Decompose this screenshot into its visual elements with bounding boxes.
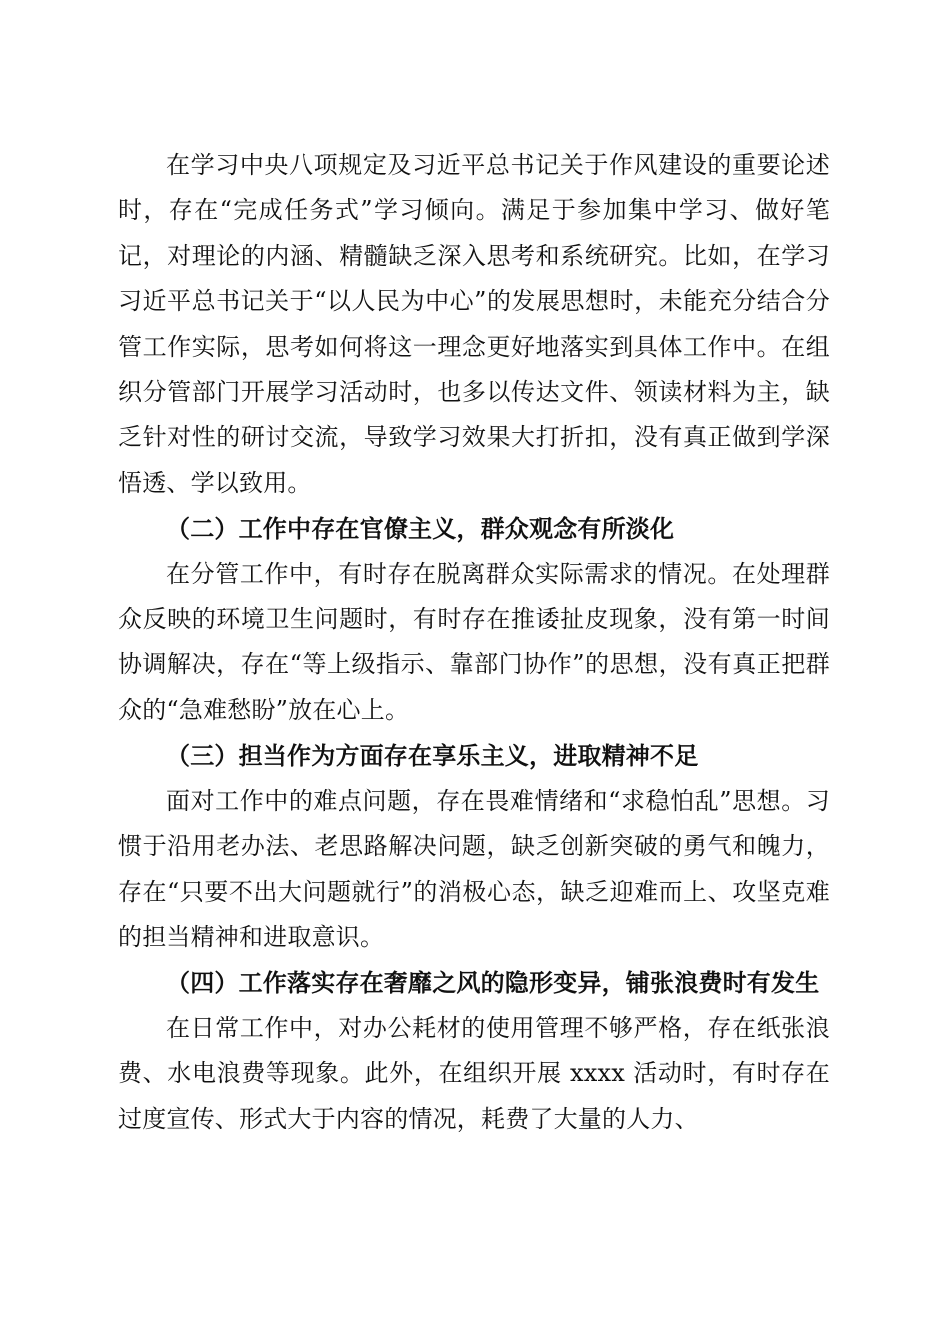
document-body — [118, 143, 830, 1142]
section-heading-extravagance: （四）工作落实存在奢靡之风的隐形变异，铺张浪费时有发生 — [166, 968, 820, 998]
section-heading-hedonism: （三）担当作为方面存在享乐主义，进取精神不足 — [166, 741, 699, 771]
paragraph-study-attitude: 在学习中央八项规定及习近平总书记关于作风建设的重要论述时，存在“完成任务式”学习倾向。满足于参加集中学习、做好笔记，对理论的内涵、精髓缺乏深入思考和系统研究。比如，在学习习近平总书记关于“以人民为中心”的发展思想时，未能充分结合分管工作实际，思考如何将这一理念更好地落实到具体工作中。在组织分管部门开展学习活动时，也多以传达文件、领读材料为主，缺乏针对性的研讨交流，导致学习效果大打折扣，没有真正做到学深悟透、学以致用。 — [118, 151, 830, 497]
paragraph-extravagance: 在日常工作中，对办公耗材的使用管理不够严格，存在纸张浪费、水电浪费等现象。此外，在组织开展 xxxx 活动时，有时存在过度宣传、形式大于内容的情况，耗费了大量的人力、 — [118, 1013, 830, 1133]
paragraph-bureaucratism: 在分管工作中，有时存在脱离群众实际需求的情况。在处理群众反映的环境卫生问题时，有时存在推诿扯皮现象，没有第一时间协调解决，存在“等上级指示、靠部门协作”的思想，没有真正把群众的“急难愁盼”放在心上。 — [118, 559, 830, 724]
section-heading-bureaucratism: （二）工作中存在官僚主义，群众观念有所淡化 — [166, 514, 675, 544]
paragraph-hedonism: 面对工作中的难点问题，存在畏难情绪和“求稳怕乱”思想。习惯于沿用老办法、老思路解决问题，缺乏创新突破的勇气和魄力，存在“只要不出大问题就行”的消极心态，缺乏迎难而上、攻坚克难的担当精神和进取意识。 — [118, 786, 830, 951]
